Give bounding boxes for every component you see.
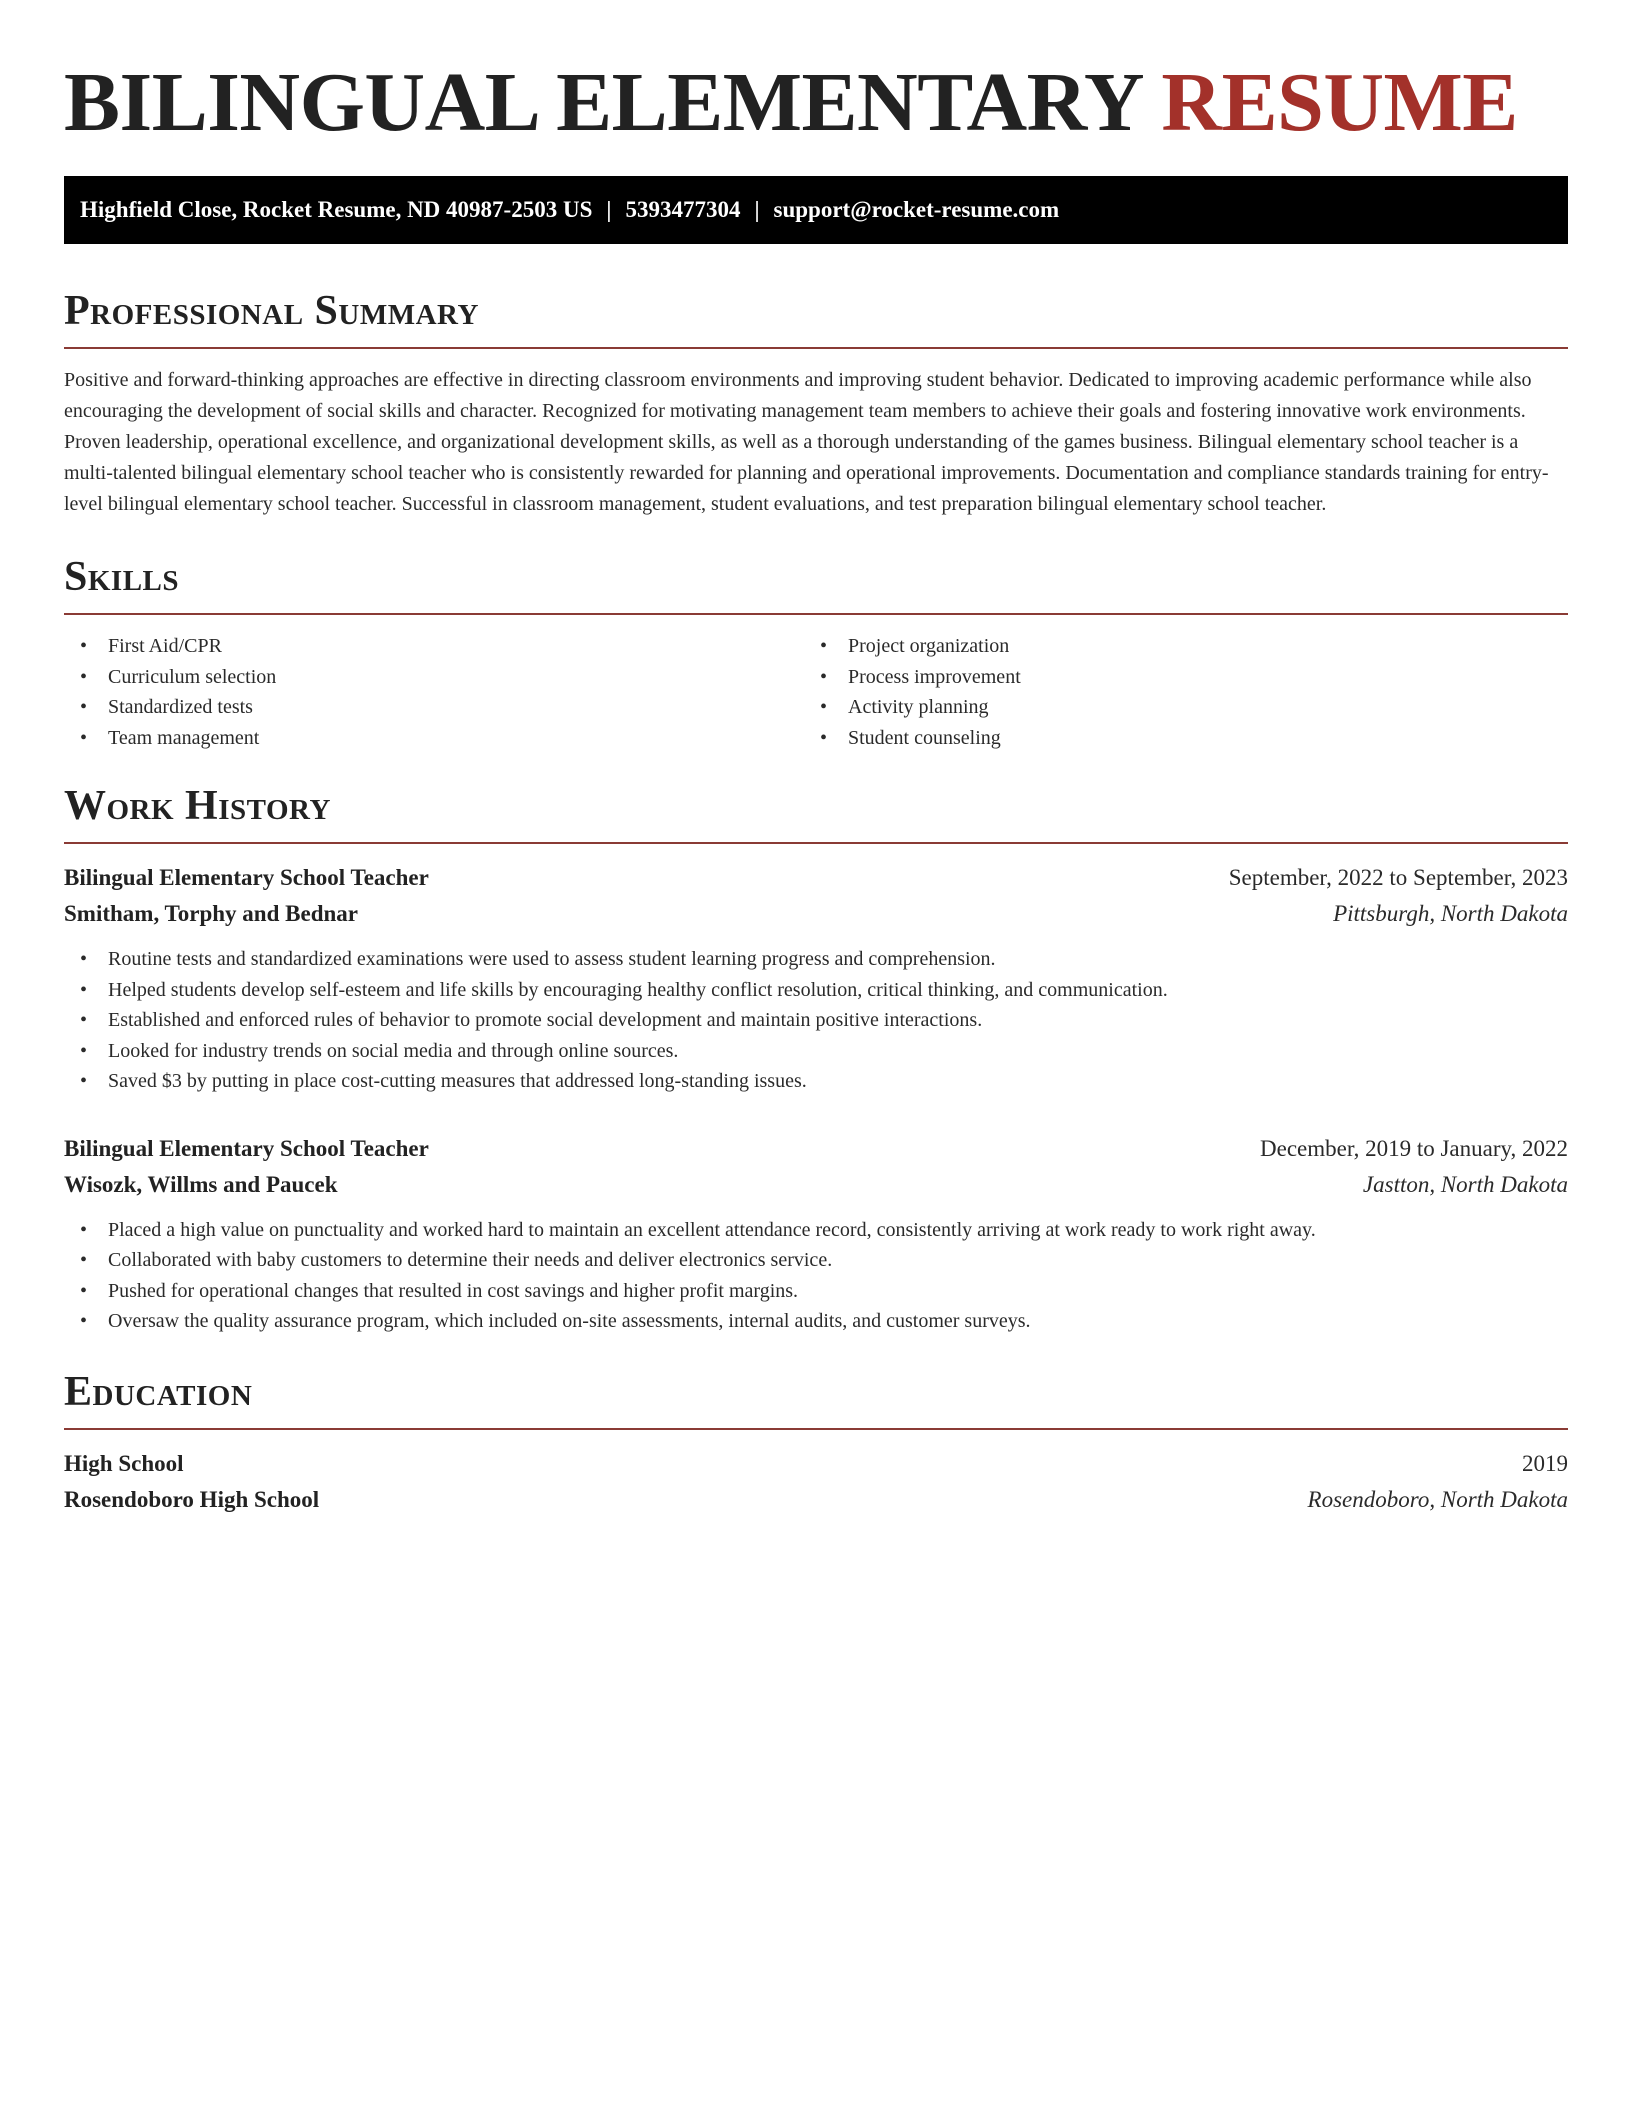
education-school-row <box>64 1482 1568 1518</box>
job-bullet-text: Looked for industry trends on social media and through online sources. <box>108 1039 679 1062</box>
skill-label: Standardized tests <box>108 696 253 718</box>
section-divider <box>64 1428 1568 1430</box>
work-history-section <box>64 781 1568 1337</box>
skill-item <box>64 723 804 754</box>
contact-bar <box>64 176 1568 244</box>
section-divider <box>64 613 1568 615</box>
job-bullet <box>64 1276 1568 1307</box>
job-location: Pittsburgh, North Dakota <box>1333 901 1568 926</box>
skill-item <box>64 692 804 723</box>
skill-label: Student counseling <box>848 726 1001 749</box>
bullet-icon: • <box>80 1009 88 1031</box>
job-bullets <box>64 1215 1568 1337</box>
education-location: Rosendoboro, North Dakota <box>1307 1486 1568 1512</box>
job-title: Bilingual Elementary School Teacher <box>64 1135 429 1161</box>
bullet-icon: • <box>820 696 828 718</box>
skill-label: Team management <box>108 726 260 749</box>
contact-address: Highfield Close, Rocket Resume, ND 40987-2503 US <box>80 197 593 222</box>
contact-phone: 5393477304 <box>625 197 741 222</box>
job-bullet <box>64 944 1568 975</box>
skills-column-right <box>804 631 1544 753</box>
job-header-row <box>64 860 1568 896</box>
summary-text: Positive and forward-thinking approaches are effective in directing classroom environments and improving student behavior. Dedicated to improving academic performance while also encouraging the development of social skills and character. Recognized for motivating management team members to achieve their goals and fostering innovative work environments. Proven leadership, operational excellence, and organizational development skills, as well as a thorough understanding of the games business. Bilingual elementary school teacher is a multi-talented bilingual elementary school teacher who is consistently rewarded for planning and operational improvements. Documentation and compliance standards training for entry-level bilingual elementary school teacher. Successful in classroom management, student evaluations, and test preparation bilingual elementary school teacher. <box>64 369 1549 515</box>
skill-item <box>804 662 1544 693</box>
job-title: Bilingual Elementary School Teacher <box>64 865 429 890</box>
section-divider <box>64 842 1568 844</box>
skill-label: First Aid/CPR <box>108 635 222 657</box>
summary-heading: Professional Summary <box>64 288 479 334</box>
skill-item <box>64 662 804 693</box>
job-bullet <box>64 1306 1568 1337</box>
skills-heading: Skills <box>64 554 180 600</box>
bullet-icon: • <box>820 726 828 749</box>
skill-item <box>64 631 804 662</box>
education-heading: Education <box>64 1368 253 1415</box>
skill-label: Project organization <box>848 635 1010 657</box>
skill-item <box>804 692 1544 723</box>
job-bullet <box>64 1005 1568 1036</box>
bullet-icon: • <box>820 665 828 688</box>
job-bullet-text: Helped students develop self-esteem and life skills by encouraging healthy conflict resolution, critical thinking, and communication. <box>108 978 1168 1001</box>
job-location: Jastton, North Dakota <box>1362 1171 1568 1197</box>
job-bullet-text: Established and enforced rules of behavior to promote social development and maintain positive interactions. <box>108 1009 983 1031</box>
job-bullet <box>64 1215 1568 1246</box>
education-entry <box>64 1446 1568 1518</box>
job-bullet <box>64 1245 1568 1276</box>
bullet-icon: • <box>80 665 88 688</box>
job-bullet <box>64 1036 1568 1067</box>
contact-separator: | <box>606 197 612 222</box>
job-dates: September, 2022 to September, 2023 <box>1228 865 1568 890</box>
job-bullet-text: Saved $3 by putting in place cost-cutting measures that addressed long-standing issues. <box>108 1070 807 1092</box>
bullet-icon: • <box>80 635 88 657</box>
job-company: Wisozk, Willms and Paucek <box>64 1171 338 1197</box>
education-school: Rosendoboro High School <box>64 1486 320 1512</box>
job-company-row <box>64 896 1568 932</box>
education-degree-row <box>64 1446 1568 1482</box>
summary-section <box>64 286 1568 520</box>
title-accent: RESUME <box>1161 56 1518 149</box>
education-degree: High School <box>64 1450 184 1476</box>
bullet-icon: • <box>80 1070 88 1092</box>
skill-label: Process improvement <box>848 665 1021 688</box>
job-bullet-text: Placed a high value on punctuality and worked hard to maintain an excellent attendance record, consistently arriving at work ready to work right away. <box>108 1218 1316 1241</box>
bullet-icon: • <box>80 726 88 749</box>
skill-label: Activity planning <box>848 696 989 718</box>
bullet-icon: • <box>80 1218 88 1241</box>
title-main: BILINGUAL ELEMENTARY <box>64 56 1141 149</box>
section-divider <box>64 347 1568 349</box>
job-entry <box>64 860 1568 1097</box>
job-bullet-text: Collaborated with baby customers to determine their needs and deliver electronics service. <box>108 1249 833 1271</box>
skill-item <box>804 723 1544 754</box>
job-bullets <box>64 944 1568 1097</box>
job-entry <box>64 1131 1568 1337</box>
job-bullet-text: Oversaw the quality assurance program, which included on-site assessments, internal audits, and customer surveys. <box>108 1310 1031 1332</box>
resume-page <box>64 0 1568 1518</box>
work-history-heading: Work History <box>64 783 331 829</box>
job-bullet <box>64 1066 1568 1097</box>
skill-label: Curriculum selection <box>108 665 277 688</box>
bullet-icon: • <box>80 1279 88 1302</box>
job-company-row <box>64 1167 1568 1203</box>
bullet-icon: • <box>80 696 88 718</box>
bullet-icon: • <box>80 978 88 1001</box>
skill-item <box>804 631 1544 662</box>
job-bullet-text: Routine tests and standardized examinations were used to assess student learning progress and comprehension. <box>108 948 996 970</box>
bullet-icon: • <box>820 635 828 657</box>
resume-title <box>64 0 1568 152</box>
skills-column-left <box>64 631 804 753</box>
bullet-icon: • <box>80 1039 88 1062</box>
job-company: Smitham, Torphy and Bednar <box>64 901 358 926</box>
bullet-icon: • <box>80 948 88 970</box>
bullet-icon: • <box>80 1310 88 1332</box>
education-year: 2019 <box>1522 1450 1568 1476</box>
bullet-icon: • <box>80 1249 88 1271</box>
education-section <box>64 1367 1568 1518</box>
job-bullet <box>64 975 1568 1006</box>
skills-grid <box>64 631 1568 753</box>
job-dates: December, 2019 to January, 2022 <box>1260 1135 1568 1161</box>
contact-email: support@rocket-resume.com <box>773 197 1060 222</box>
job-header-row <box>64 1131 1568 1167</box>
job-bullet-text: Pushed for operational changes that resulted in cost savings and higher profit margins. <box>108 1279 799 1302</box>
contact-separator: | <box>754 197 760 222</box>
skills-section <box>64 552 1568 753</box>
